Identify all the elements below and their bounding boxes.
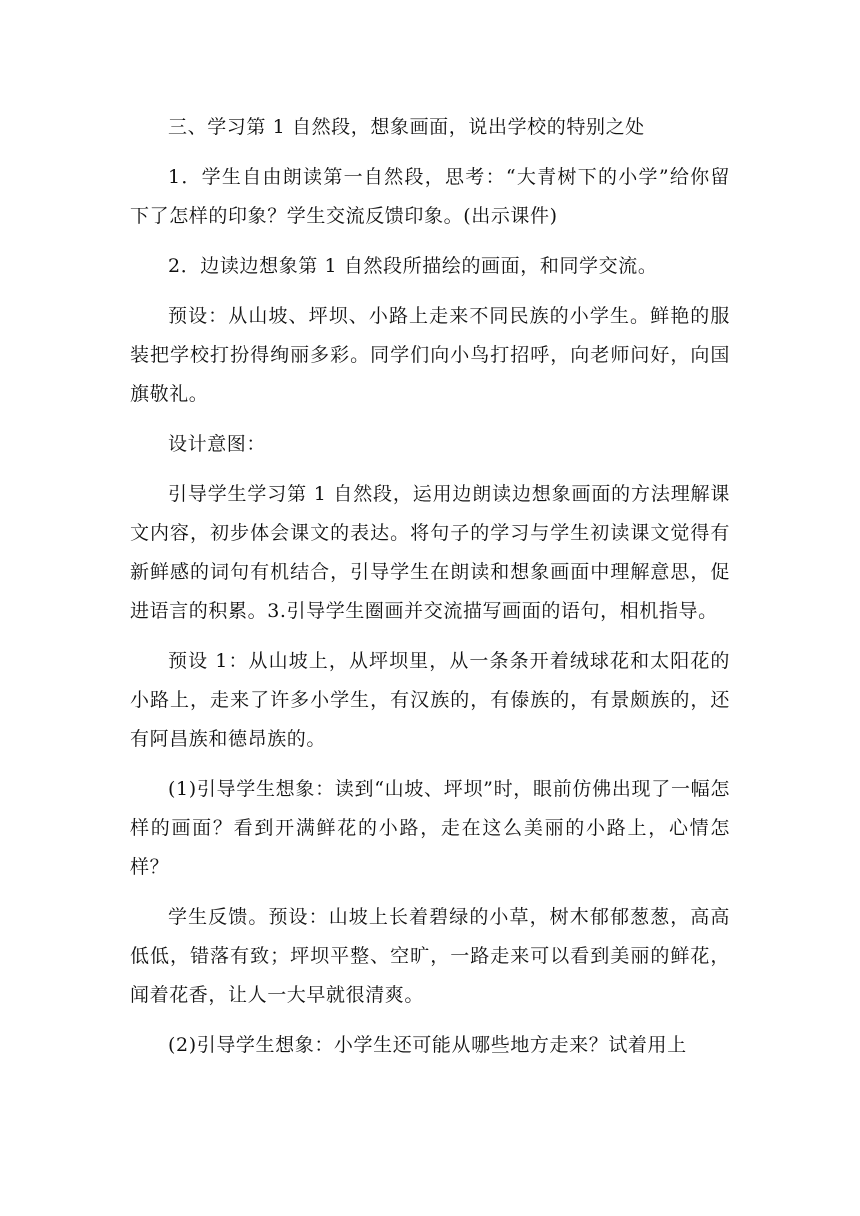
paragraph-step-1: 1．学生自由朗读第一自然段，思考：“大青树下的小学”给你留下了怎样的印象？学生交流反馈印象。(出示课件) — [130, 166, 730, 227]
section-heading: 三、学习第 1 自然段，想象画面，说出学校的特别之处 — [168, 116, 645, 138]
paragraph-preset-1: 预设 1：从山坡上，从坪坝里，从一条条开着绒球花和太阳花的小路上，走来了许多小学生，有汉族的，有傣族的，有景颇族的，还有阿昌族和德昂族的。 — [130, 650, 730, 750]
paragraph-guide-1: (1)引导学生想象：读到“山坡、坪坝”时，眼前仿佛出现了一幅怎样的画面？看到开满鲜花的小路，走在这么美丽的小路上，心情怎样？ — [130, 778, 730, 878]
design-intent-label: 设计意图： — [168, 433, 267, 455]
paragraph-student-feedback: 学生反馈。预设：山坡上长着碧绿的小草，树木郁郁葱葱，高高低低，错落有致；坪坝平整、空旷，一路走来可以看到美丽的鲜花，闻着花香，让人一大早就很清爽。 — [130, 906, 730, 1006]
paragraph-preset: 预设：从山坡、坪坝、小路上走来不同民族的小学生。鲜艳的服装把学校打扮得绚丽多彩。同学们向小鸟打招呼，向老师问好，向国旗敬礼。 — [130, 305, 730, 405]
paragraph-step-2: 2．边读边想象第 1 自然段所描绘的画面，和同学交流。 — [168, 255, 658, 277]
document-body — [130, 108, 730, 1076]
paragraph-guide-2: (2)引导学生想象：小学生还可能从哪些地方走来？试着用上 — [168, 1034, 687, 1056]
paragraph-design-intent: 引导学生学习第 1 自然段，运用边朗读边想象画面的方法理解课文内容，初步体会课文的表达。将句子的学习与学生初读课文觉得有新鲜感的词句有机结合，引导学生在朗读和想象画面中理解意思，促进语言的积累。3.引导学生圈画并交流描写画面的语句，相机指导。 — [130, 483, 730, 622]
